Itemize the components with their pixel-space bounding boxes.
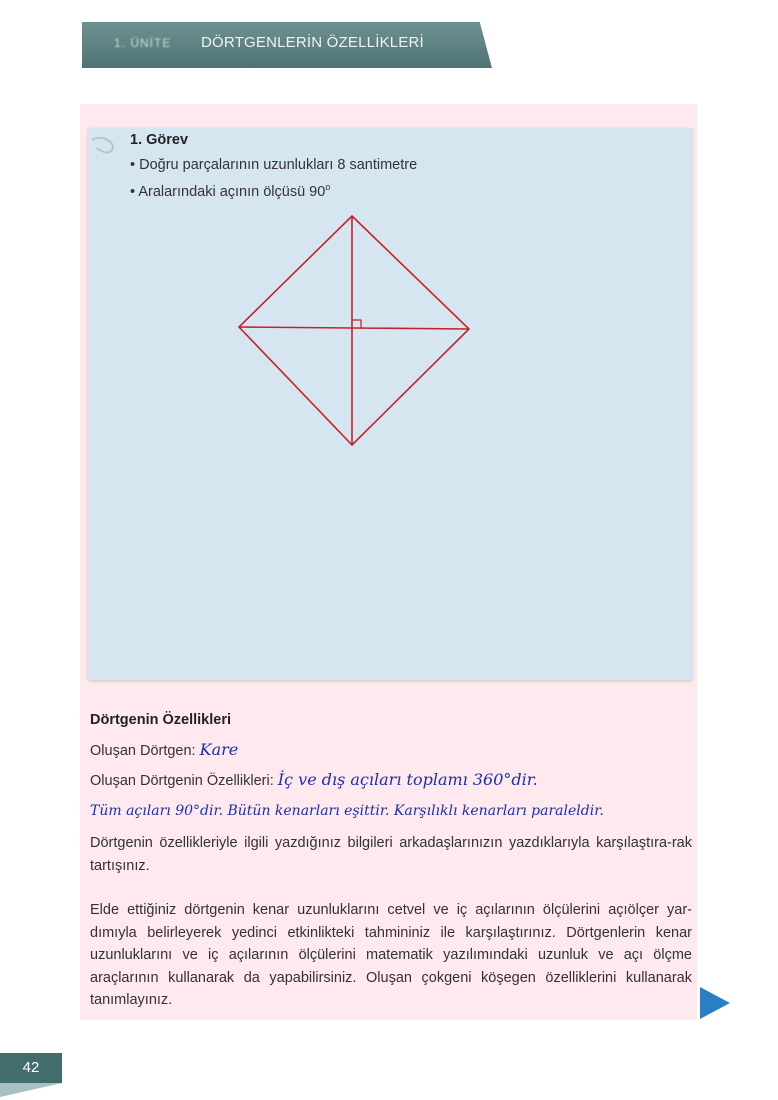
discussion-paragraph: Dörtgenin özellikleriyle ilgili yazdığınız bilgileri arkadaşlarınızın yazdıklarıyla karşılaştıra-rak tartışınız. <box>90 835 692 874</box>
features-line <box>90 770 538 789</box>
features-answer-1: İç ve dış açıları toplamı 360°dir. <box>277 770 538 789</box>
bullet-text: Aralarındaki açının ölçüsü 90 <box>138 183 326 200</box>
next-page-arrow-icon[interactable] <box>700 987 730 1019</box>
formed-label: Oluşan Dörtgen: <box>90 743 196 759</box>
page-number: 42 <box>0 1053 62 1083</box>
chapter-title: DÖRTGENLERİN ÖZELLİKLERİ <box>201 34 424 51</box>
degree-sup: o <box>325 182 331 192</box>
paperclip-icon <box>88 132 118 162</box>
right-angle-mark <box>352 320 361 328</box>
features-answer-2: Tüm açıları 90°dir. Bütün kenarları eşittir. Karşılıklı kenarları paraleldir. <box>90 803 604 819</box>
page-number-tail <box>0 1083 62 1097</box>
features-label: Oluşan Dörtgenin Özellikleri: <box>90 773 274 789</box>
features-line-2 <box>90 803 604 819</box>
horizontal-diagonal <box>239 327 469 329</box>
bullet-text: Doğru parçalarının uzunlukları 8 santimetre <box>139 157 418 173</box>
square-diagonals-diagram <box>230 208 480 453</box>
task-bullet-angle <box>130 182 330 200</box>
square-outline <box>239 216 469 445</box>
task-bullet-length <box>130 157 417 173</box>
formed-quad-line <box>90 740 238 759</box>
properties-title: Dörtgenin Özellikleri <box>90 712 231 728</box>
unit-tag: 1. ÜNİTE <box>114 36 172 50</box>
formed-answer: Kare <box>199 740 239 759</box>
task-title: 1. Görev <box>130 132 189 148</box>
measurement-paragraph: Elde ettiğiniz dörtgenin kenar uzunluklarını cetvel ve iç açılarının ölçülerini açıölçer yar-dımıyla belirleyerek yedinci etkinlikteki tahmininiz ile karşılaştırınız. Dörtgenlerin kenar uzunluklarını ve iç açılarının ölçülerini matematik yazılımındaki uzunluk ve açı ölçme araçlarının kullanarak da yapabilirsiniz. Oluşan çokgeni köşegen özelliklerini kullanarak tanımlayınız. <box>90 902 692 1008</box>
